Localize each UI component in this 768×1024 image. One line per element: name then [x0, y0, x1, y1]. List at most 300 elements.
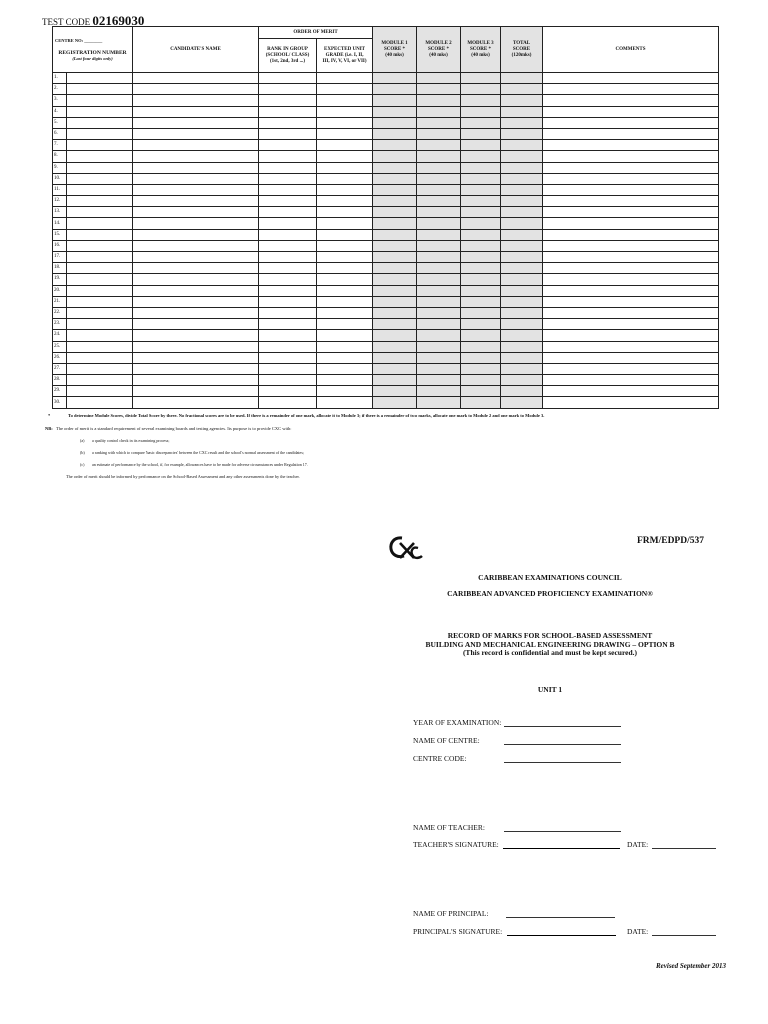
table-cell[interactable]: [133, 252, 259, 263]
table-cell[interactable]: [133, 274, 259, 285]
table-cell[interactable]: [67, 240, 133, 251]
table-cell[interactable]: [543, 263, 719, 274]
teacher-name-label: NAME OF TEACHER:: [413, 823, 485, 832]
table-cell[interactable]: [317, 263, 373, 274]
table-cell[interactable]: [543, 330, 719, 341]
table-cell[interactable]: [133, 363, 259, 374]
table-cell[interactable]: [373, 285, 417, 296]
table-cell[interactable]: [501, 207, 543, 218]
table-cell[interactable]: [417, 386, 461, 397]
table-cell[interactable]: [67, 218, 133, 229]
table-cell[interactable]: [373, 307, 417, 318]
table-cell[interactable]: [373, 240, 417, 251]
table-cell[interactable]: [373, 274, 417, 285]
table-cell[interactable]: [373, 73, 417, 84]
table-cell[interactable]: [417, 106, 461, 117]
table-cell[interactable]: [133, 84, 259, 95]
table-cell[interactable]: [417, 285, 461, 296]
table-cell[interactable]: [417, 352, 461, 363]
table-cell[interactable]: [259, 363, 317, 374]
table-cell[interactable]: [461, 263, 501, 274]
table-cell[interactable]: [461, 285, 501, 296]
table-cell[interactable]: [501, 162, 543, 173]
table-cell[interactable]: [259, 263, 317, 274]
test-code-value: 02169030: [92, 13, 145, 28]
table-cell[interactable]: [417, 363, 461, 374]
table-cell[interactable]: [373, 173, 417, 184]
row-number: 24.: [53, 330, 67, 341]
table-cell[interactable]: [461, 363, 501, 374]
table-row: [53, 84, 719, 95]
table-cell[interactable]: [133, 386, 259, 397]
table-cell[interactable]: [543, 117, 719, 128]
table-cell[interactable]: [417, 196, 461, 207]
table-cell[interactable]: [259, 95, 317, 106]
table-cell[interactable]: [501, 285, 543, 296]
table-cell[interactable]: [501, 218, 543, 229]
table-cell[interactable]: [67, 352, 133, 363]
table-cell[interactable]: [259, 386, 317, 397]
nb-item: (c) an estimate of performance by the school, if, for example, allowances have to be made for adverse circumstances under Regulation 17.: [80, 462, 308, 467]
table-cell[interactable]: [67, 73, 133, 84]
row-number: 4.: [53, 106, 67, 117]
table-cell[interactable]: [543, 386, 719, 397]
table-cell[interactable]: [259, 73, 317, 84]
table-cell[interactable]: [317, 196, 373, 207]
table-cell[interactable]: [67, 207, 133, 218]
table-cell[interactable]: [461, 330, 501, 341]
table-cell[interactable]: [543, 207, 719, 218]
teacher-signature-field[interactable]: [503, 848, 620, 849]
table-cell[interactable]: [317, 375, 373, 386]
table-cell[interactable]: [501, 84, 543, 95]
table-cell[interactable]: [317, 218, 373, 229]
table-cell[interactable]: [501, 117, 543, 128]
table-cell[interactable]: [133, 240, 259, 251]
table-cell[interactable]: [501, 363, 543, 374]
table-cell[interactable]: [417, 95, 461, 106]
table-cell[interactable]: [373, 84, 417, 95]
table-cell[interactable]: [417, 73, 461, 84]
table-cell[interactable]: [543, 375, 719, 386]
table-cell[interactable]: [417, 375, 461, 386]
table-cell[interactable]: [461, 162, 501, 173]
table-cell[interactable]: [67, 173, 133, 184]
table-cell[interactable]: [317, 274, 373, 285]
table-cell[interactable]: [133, 319, 259, 330]
table-cell[interactable]: [461, 207, 501, 218]
table-cell[interactable]: [501, 397, 543, 408]
table-cell[interactable]: [373, 207, 417, 218]
table-cell[interactable]: [133, 352, 259, 363]
table-cell[interactable]: [259, 84, 317, 95]
table-cell[interactable]: [417, 162, 461, 173]
table-cell[interactable]: [501, 307, 543, 318]
table-cell[interactable]: [501, 106, 543, 117]
table-cell[interactable]: [461, 229, 501, 240]
table-cell[interactable]: [417, 229, 461, 240]
table-cell[interactable]: [133, 196, 259, 207]
table-cell[interactable]: [259, 184, 317, 195]
table-cell[interactable]: [543, 307, 719, 318]
table-cell[interactable]: [317, 73, 373, 84]
table-cell[interactable]: [317, 128, 373, 139]
table-cell[interactable]: [317, 151, 373, 162]
table-cell[interactable]: [373, 296, 417, 307]
table-cell[interactable]: [67, 84, 133, 95]
table-cell[interactable]: [461, 73, 501, 84]
table-cell[interactable]: [543, 363, 719, 374]
table-cell[interactable]: [461, 173, 501, 184]
table-cell[interactable]: [501, 341, 543, 352]
table-cell[interactable]: [461, 240, 501, 251]
table-cell[interactable]: [461, 151, 501, 162]
table-cell[interactable]: [501, 240, 543, 251]
table-cell[interactable]: [373, 386, 417, 397]
table-cell[interactable]: [133, 106, 259, 117]
table-cell[interactable]: [133, 173, 259, 184]
table-cell[interactable]: [417, 274, 461, 285]
council-title: CARIBBEAN EXAMINATIONS COUNCIL: [478, 573, 622, 582]
table-cell[interactable]: [461, 95, 501, 106]
table-cell[interactable]: [373, 229, 417, 240]
table-cell[interactable]: [67, 140, 133, 151]
table-cell[interactable]: [543, 84, 719, 95]
table-cell[interactable]: [543, 274, 719, 285]
table-cell[interactable]: [317, 386, 373, 397]
table-cell[interactable]: [133, 207, 259, 218]
table-cell[interactable]: [259, 341, 317, 352]
table-cell[interactable]: [133, 128, 259, 139]
table-cell[interactable]: [67, 363, 133, 374]
principal-date-field[interactable]: [652, 935, 716, 936]
table-cell[interactable]: [259, 106, 317, 117]
table-cell[interactable]: [317, 240, 373, 251]
table-cell[interactable]: [317, 207, 373, 218]
row-number: 1.: [53, 73, 67, 84]
table-cell[interactable]: [543, 352, 719, 363]
table-cell[interactable]: [417, 240, 461, 251]
table-cell[interactable]: [317, 95, 373, 106]
table-cell[interactable]: [67, 375, 133, 386]
table-cell[interactable]: [259, 117, 317, 128]
table-cell[interactable]: [543, 73, 719, 84]
table-cell[interactable]: [67, 117, 133, 128]
table-row: [53, 117, 719, 128]
table-cell[interactable]: [317, 330, 373, 341]
table-cell[interactable]: [417, 128, 461, 139]
table-cell[interactable]: [317, 285, 373, 296]
table-cell[interactable]: [461, 106, 501, 117]
table-cell[interactable]: [259, 319, 317, 330]
table-cell[interactable]: [317, 84, 373, 95]
table-cell[interactable]: [259, 140, 317, 151]
table-cell[interactable]: [317, 173, 373, 184]
table-cell[interactable]: [461, 386, 501, 397]
table-cell[interactable]: [501, 173, 543, 184]
table-cell[interactable]: [501, 128, 543, 139]
table-cell[interactable]: [501, 184, 543, 195]
table-cell[interactable]: [133, 95, 259, 106]
table-cell[interactable]: [417, 341, 461, 352]
table-cell[interactable]: [543, 341, 719, 352]
table-cell[interactable]: [317, 319, 373, 330]
table-cell[interactable]: [543, 95, 719, 106]
table-cell[interactable]: [133, 73, 259, 84]
table-cell[interactable]: [417, 307, 461, 318]
table-cell[interactable]: [133, 263, 259, 274]
table-cell[interactable]: [373, 375, 417, 386]
table-cell[interactable]: [417, 330, 461, 341]
table-row: [53, 162, 719, 173]
table-cell[interactable]: [317, 229, 373, 240]
table-cell[interactable]: [501, 274, 543, 285]
table-cell[interactable]: [543, 296, 719, 307]
table-cell[interactable]: [373, 106, 417, 117]
table-cell[interactable]: [67, 296, 133, 307]
table-cell[interactable]: [67, 285, 133, 296]
table-cell[interactable]: [501, 352, 543, 363]
table-cell[interactable]: [317, 117, 373, 128]
table-cell[interactable]: [133, 285, 259, 296]
table-cell[interactable]: [373, 341, 417, 352]
table-cell[interactable]: [133, 184, 259, 195]
table-cell[interactable]: [461, 196, 501, 207]
table-cell[interactable]: [373, 397, 417, 408]
table-cell[interactable]: [417, 252, 461, 263]
marks-table: [52, 26, 719, 409]
table-cell[interactable]: [67, 341, 133, 352]
table-cell[interactable]: [67, 263, 133, 274]
table-cell[interactable]: [133, 375, 259, 386]
table-cell[interactable]: [417, 207, 461, 218]
table-cell[interactable]: [461, 252, 501, 263]
table-cell[interactable]: [501, 151, 543, 162]
table-cell[interactable]: [259, 330, 317, 341]
table-cell[interactable]: [417, 151, 461, 162]
table-cell[interactable]: [373, 140, 417, 151]
table-cell[interactable]: [67, 95, 133, 106]
table-cell[interactable]: [317, 397, 373, 408]
table-cell[interactable]: [317, 106, 373, 117]
table-cell[interactable]: [461, 307, 501, 318]
table-cell[interactable]: [543, 240, 719, 251]
table-cell[interactable]: [259, 218, 317, 229]
table-cell[interactable]: [259, 375, 317, 386]
table-cell[interactable]: [259, 285, 317, 296]
table-cell[interactable]: [543, 252, 719, 263]
table-cell[interactable]: [133, 330, 259, 341]
table-cell[interactable]: [317, 363, 373, 374]
row-number: 17.: [53, 252, 67, 263]
table-cell[interactable]: [259, 151, 317, 162]
table-cell[interactable]: [501, 95, 543, 106]
table-cell[interactable]: [317, 296, 373, 307]
table-cell[interactable]: [417, 296, 461, 307]
row-number: 19.: [53, 274, 67, 285]
table-cell[interactable]: [461, 84, 501, 95]
principal-name-field[interactable]: [506, 917, 615, 918]
table-cell[interactable]: [501, 196, 543, 207]
table-cell[interactable]: [133, 341, 259, 352]
table-cell[interactable]: [317, 341, 373, 352]
table-cell[interactable]: [461, 140, 501, 151]
centre-code-field[interactable]: [504, 762, 621, 763]
table-cell[interactable]: [373, 218, 417, 229]
table-cell[interactable]: [373, 252, 417, 263]
table-row: [53, 173, 719, 184]
table-cell[interactable]: [501, 263, 543, 274]
table-cell[interactable]: [317, 307, 373, 318]
table-cell[interactable]: [67, 196, 133, 207]
table-cell[interactable]: [133, 218, 259, 229]
table-cell[interactable]: [461, 352, 501, 363]
table-cell[interactable]: [501, 319, 543, 330]
table-cell[interactable]: [543, 319, 719, 330]
table-cell[interactable]: [67, 274, 133, 285]
table-cell[interactable]: [417, 397, 461, 408]
table-cell[interactable]: [259, 352, 317, 363]
table-cell[interactable]: [373, 117, 417, 128]
table-cell[interactable]: [417, 263, 461, 274]
table-cell[interactable]: [259, 397, 317, 408]
table-cell[interactable]: [417, 84, 461, 95]
table-cell[interactable]: [543, 218, 719, 229]
table-cell[interactable]: [259, 274, 317, 285]
table-cell[interactable]: [259, 173, 317, 184]
table-cell[interactable]: [501, 330, 543, 341]
table-cell[interactable]: [543, 229, 719, 240]
table-cell[interactable]: [317, 184, 373, 195]
table-cell[interactable]: [133, 307, 259, 318]
table-cell[interactable]: [317, 352, 373, 363]
table-cell[interactable]: [417, 184, 461, 195]
table-cell[interactable]: [461, 128, 501, 139]
table-cell[interactable]: [417, 173, 461, 184]
table-cell[interactable]: [373, 263, 417, 274]
row-number: 3.: [53, 95, 67, 106]
table-cell[interactable]: [67, 106, 133, 117]
table-cell[interactable]: [317, 140, 373, 151]
table-cell[interactable]: [461, 117, 501, 128]
table-cell[interactable]: [373, 196, 417, 207]
table-cell[interactable]: [67, 184, 133, 195]
table-cell[interactable]: [133, 296, 259, 307]
table-cell[interactable]: [133, 397, 259, 408]
table-cell[interactable]: [461, 296, 501, 307]
table-cell[interactable]: [67, 386, 133, 397]
table-cell[interactable]: [67, 252, 133, 263]
table-cell[interactable]: [259, 229, 317, 240]
table-cell[interactable]: [543, 128, 719, 139]
row-number: 30.: [53, 397, 67, 408]
table-cell[interactable]: [133, 117, 259, 128]
table-cell[interactable]: [259, 207, 317, 218]
teacher-date-field[interactable]: [652, 848, 716, 849]
module3-header: MODULE 3 SCORE * (40 mks): [461, 27, 501, 73]
table-cell[interactable]: [373, 95, 417, 106]
table-cell[interactable]: [543, 184, 719, 195]
table-row: [53, 184, 719, 195]
table-cell[interactable]: [133, 140, 259, 151]
table-cell[interactable]: [373, 162, 417, 173]
table-cell[interactable]: [67, 319, 133, 330]
table-cell[interactable]: [373, 151, 417, 162]
table-cell[interactable]: [461, 184, 501, 195]
table-cell[interactable]: [67, 330, 133, 341]
table-cell[interactable]: [501, 73, 543, 84]
table-cell[interactable]: [317, 252, 373, 263]
table-cell[interactable]: [259, 196, 317, 207]
table-cell[interactable]: [259, 307, 317, 318]
teacher-name-field[interactable]: [504, 831, 621, 832]
table-cell[interactable]: [373, 330, 417, 341]
table-cell[interactable]: [259, 128, 317, 139]
centre-name-field[interactable]: [504, 744, 621, 745]
table-row: [53, 106, 719, 117]
table-cell[interactable]: [543, 196, 719, 207]
principal-signature-field[interactable]: [507, 935, 616, 936]
table-cell[interactable]: [259, 252, 317, 263]
table-cell[interactable]: [67, 128, 133, 139]
table-cell[interactable]: [543, 397, 719, 408]
table-cell[interactable]: [501, 296, 543, 307]
table-cell[interactable]: [259, 162, 317, 173]
table-cell[interactable]: [543, 162, 719, 173]
unit-label: UNIT 1: [537, 685, 563, 694]
table-cell[interactable]: [67, 229, 133, 240]
table-cell[interactable]: [259, 296, 317, 307]
table-cell[interactable]: [461, 218, 501, 229]
table-cell[interactable]: [501, 375, 543, 386]
table-cell[interactable]: [501, 386, 543, 397]
table-cell[interactable]: [543, 151, 719, 162]
table-cell[interactable]: [501, 252, 543, 263]
table-cell[interactable]: [461, 397, 501, 408]
table-cell[interactable]: [501, 140, 543, 151]
table-cell[interactable]: [501, 229, 543, 240]
row-number: 16.: [53, 240, 67, 251]
table-cell[interactable]: [67, 162, 133, 173]
table-cell[interactable]: [67, 307, 133, 318]
table-cell[interactable]: [373, 363, 417, 374]
table-cell[interactable]: [461, 274, 501, 285]
table-cell[interactable]: [373, 319, 417, 330]
table-cell[interactable]: [373, 184, 417, 195]
table-cell[interactable]: [417, 319, 461, 330]
table-cell[interactable]: [67, 397, 133, 408]
table-cell[interactable]: [543, 140, 719, 151]
table-cell[interactable]: [259, 240, 317, 251]
table-cell[interactable]: [133, 162, 259, 173]
table-cell[interactable]: [133, 229, 259, 240]
table-cell[interactable]: [461, 375, 501, 386]
table-cell[interactable]: [461, 319, 501, 330]
table-cell[interactable]: [373, 128, 417, 139]
table-cell[interactable]: [67, 151, 133, 162]
table-cell[interactable]: [373, 352, 417, 363]
table-cell[interactable]: [543, 173, 719, 184]
year-field[interactable]: [504, 726, 621, 727]
table-cell[interactable]: [317, 162, 373, 173]
table-cell[interactable]: [417, 140, 461, 151]
table-cell[interactable]: [543, 285, 719, 296]
table-cell[interactable]: [543, 106, 719, 117]
table-cell[interactable]: [133, 151, 259, 162]
table-cell[interactable]: [417, 218, 461, 229]
table-cell[interactable]: [461, 341, 501, 352]
table-cell[interactable]: [417, 117, 461, 128]
